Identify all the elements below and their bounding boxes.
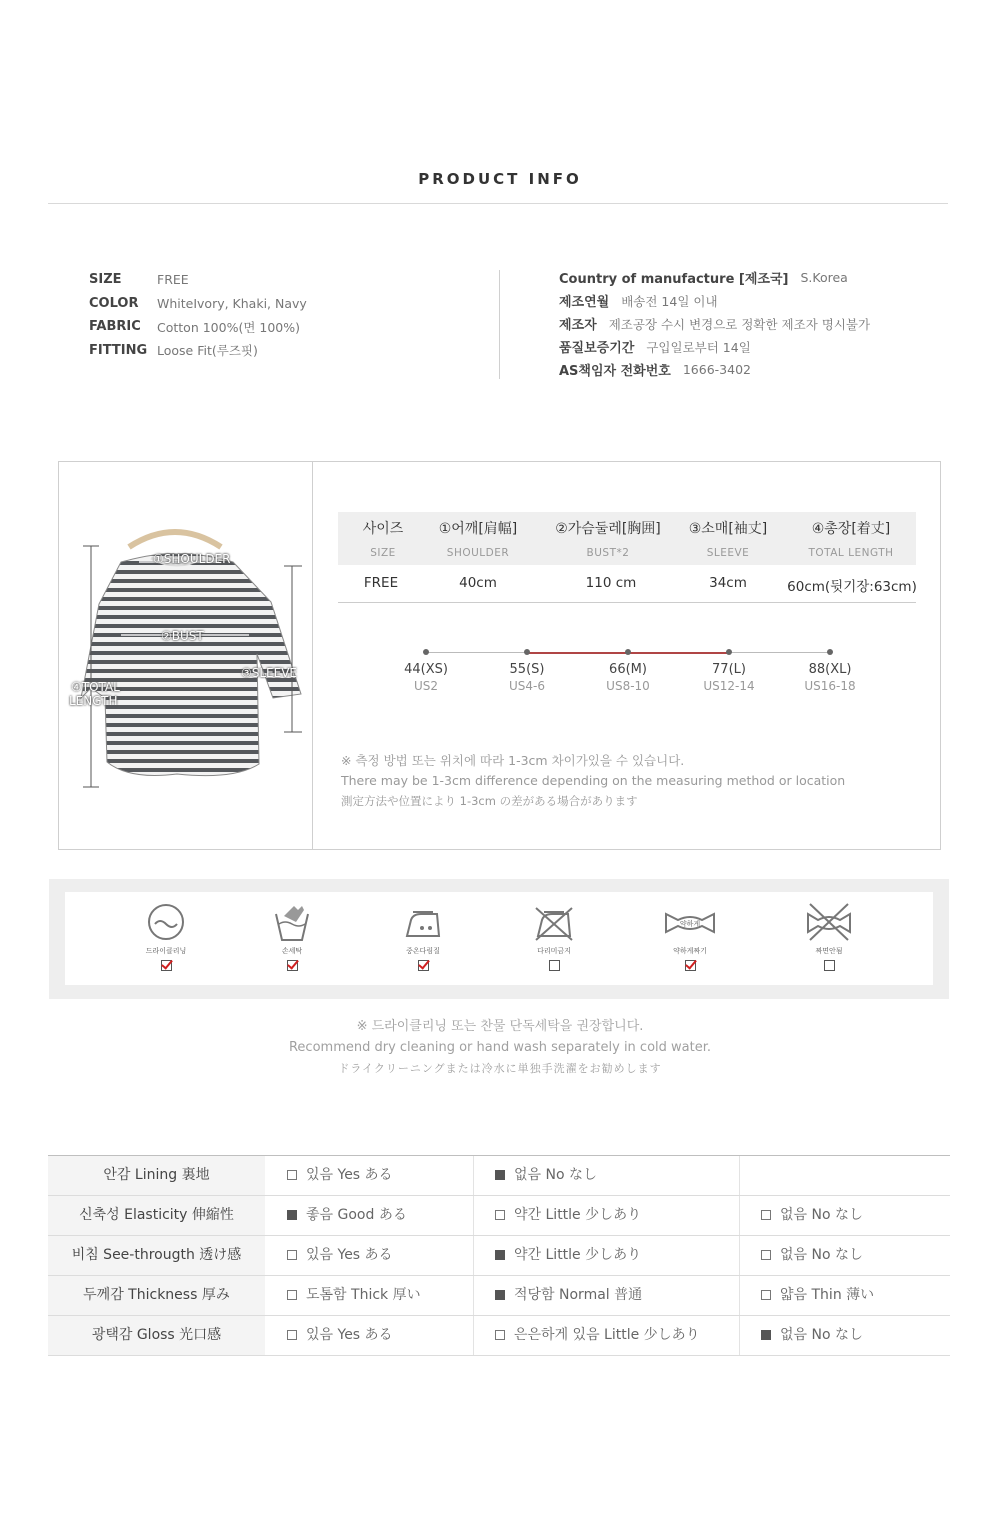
care-checkbox[interactable]: [685, 960, 696, 971]
property-name: 두께감 Thickness 厚み: [48, 1276, 265, 1315]
header-ko: 사이즈: [362, 521, 404, 537]
property-option[interactable]: [739, 1316, 863, 1355]
checkbox[interactable]: [761, 1330, 771, 1340]
checkbox[interactable]: [287, 1290, 297, 1300]
info-value: 배송전 14일 이내: [621, 293, 718, 309]
cell-size: FREE: [363, 575, 399, 591]
bust-label: ②BUST: [161, 629, 204, 643]
basic-info: [89, 268, 307, 362]
property-option[interactable]: [473, 1316, 700, 1355]
care-checkbox[interactable]: [824, 960, 835, 971]
scale-dot: [827, 649, 833, 655]
checkbox[interactable]: [495, 1330, 505, 1340]
info-row-fabric: [89, 315, 307, 339]
property-option[interactable]: [265, 1236, 393, 1275]
size-box-divider: [312, 462, 313, 849]
size-scale: [338, 642, 916, 702]
property-option[interactable]: [473, 1156, 597, 1195]
care-label: 드라이클리닝: [145, 947, 187, 955]
info-row-country: [559, 266, 870, 289]
scale-kr: 44(XS): [404, 662, 448, 677]
care-label: 손세탁: [281, 947, 303, 955]
checkbox[interactable]: [495, 1290, 505, 1300]
info-row-fitting: [89, 339, 307, 363]
no-wring-icon: [804, 902, 854, 942]
scale-kr: 66(M): [609, 662, 647, 677]
header-shoulder: [428, 512, 528, 559]
checkbox[interactable]: [495, 1170, 505, 1180]
care-item-wring-gently: [650, 902, 730, 971]
scale-dot: [726, 649, 732, 655]
header-en: TOTAL LENGTH: [808, 547, 894, 559]
note-en: There may be 1-3cm difference depending on the measuring method or location: [341, 773, 846, 788]
checkbox[interactable]: [761, 1290, 771, 1300]
wring-icon-text: 약하게: [679, 920, 701, 928]
info-row-warranty: [559, 335, 870, 358]
dry-clean-icon: [146, 902, 186, 942]
header-ko: ③소매[袖丈]: [688, 521, 768, 537]
note-ko: ※ 측정 방법 또는 위치에 따라 1-3cm 차이가있을 수 있습니다.: [341, 753, 685, 768]
no-iron-icon: [534, 902, 574, 942]
info-key: 제조자: [559, 318, 597, 333]
scale-kr: 88(XL): [808, 662, 852, 677]
column-divider: [739, 1156, 740, 1195]
checkbox[interactable]: [495, 1210, 505, 1220]
info-key: Country of manufacture [제조국]: [559, 272, 789, 287]
table-row: [48, 1196, 950, 1236]
info-value: WhiteIvory, Khaki, Navy: [157, 295, 307, 311]
scale-us: US8-10: [606, 679, 650, 693]
checkbox[interactable]: [761, 1250, 771, 1260]
info-value: Cotton 100%(면 100%): [157, 319, 300, 335]
care-note-ko: ※ 드라이클리닝 또는 찬물 단독세탁을 권장합니다.: [356, 1019, 644, 1034]
scale-label: [487, 662, 567, 693]
header-en: SLEEVE: [706, 547, 750, 559]
care-checkbox[interactable]: [549, 960, 560, 971]
option-label: 약간 Little 少しあり: [514, 1247, 642, 1263]
property-option[interactable]: [265, 1316, 393, 1355]
cell-total: 60cm(뒷기장:63cm): [787, 579, 917, 595]
header-en: SHOULDER: [446, 547, 510, 559]
property-option[interactable]: [739, 1236, 863, 1275]
garment-diagram: [59, 462, 312, 849]
scale-dot: [625, 649, 631, 655]
care-item-no-iron: [514, 902, 594, 971]
scale-label: [689, 662, 769, 693]
care-item-iron: [383, 902, 463, 971]
info-key: FITTING: [89, 342, 148, 358]
info-value: 구입일로부터 14일: [646, 339, 751, 355]
option-label: 도톰함 Thick 厚い: [306, 1287, 421, 1303]
scale-us: US16-18: [804, 679, 856, 693]
scale-kr: 55(S): [509, 662, 545, 677]
property-name: 비침 See-througth 透け感: [48, 1236, 265, 1275]
header-en: BUST*2: [586, 547, 630, 559]
title-divider: [48, 203, 948, 204]
info-value: 1666-3402: [682, 362, 751, 377]
care-item-dry-clean: [126, 902, 206, 971]
info-key: 제조연월: [559, 295, 610, 310]
property-option[interactable]: [473, 1196, 641, 1235]
checkbox[interactable]: [287, 1330, 297, 1340]
checkbox[interactable]: [287, 1250, 297, 1260]
property-option[interactable]: [265, 1196, 407, 1235]
shirt-image: [59, 462, 312, 849]
option-label: 없음 No なし: [780, 1207, 863, 1223]
property-option[interactable]: [265, 1156, 393, 1195]
scale-label: [386, 662, 466, 693]
option-label: 있음 Yes ある: [306, 1167, 393, 1183]
property-option[interactable]: [739, 1276, 874, 1315]
option-label: 약간 Little 少しあり: [514, 1207, 642, 1223]
property-name: 광택감 Gloss 光口感: [48, 1316, 265, 1355]
care-label: 중온다림질: [406, 947, 440, 955]
care-note: [0, 1016, 1000, 1079]
property-option[interactable]: [473, 1276, 642, 1315]
option-label: 은은하게 있음 Little 少しあり: [514, 1327, 700, 1343]
cell-sleeve: 34cm: [709, 575, 747, 591]
info-value: 제조공장 수시 변경으로 정확한 제조자 명시불가: [608, 316, 871, 332]
care-checkbox[interactable]: [161, 960, 172, 971]
info-row-maker: [559, 312, 870, 335]
table-row: [338, 565, 916, 603]
info-value: S.Korea: [800, 270, 848, 285]
option-label: 있음 Yes ある: [306, 1327, 393, 1343]
checkbox[interactable]: [287, 1210, 297, 1220]
option-label: 좋음 Good ある: [306, 1207, 407, 1223]
scale-label: [588, 662, 668, 693]
care-item-no-wring: [789, 902, 869, 971]
option-label: 얇음 Thin 薄い: [780, 1287, 875, 1303]
header-total: [786, 512, 916, 559]
shoulder-label: ①SHOULDER: [153, 552, 231, 566]
page-title: PRODUCT INFO: [418, 170, 582, 188]
size-guide: [58, 461, 941, 850]
scale-kr: 77(L): [712, 662, 746, 677]
property-name: 신축성 Elasticity 伸縮性: [48, 1196, 265, 1235]
header-ko: ①어깨[肩幅]: [438, 521, 518, 537]
info-key: FABRIC: [89, 319, 141, 335]
info-key: COLOR: [89, 295, 139, 311]
manufacture-info: [559, 266, 870, 381]
info-key: AS책임자 전화번호: [559, 364, 671, 379]
header-size: [338, 512, 428, 559]
property-option[interactable]: [473, 1236, 641, 1275]
option-label: 없음 No なし: [780, 1247, 863, 1263]
table-row: [48, 1316, 950, 1356]
info-divider: [499, 270, 500, 379]
total-length-label-2: LENGTH: [69, 694, 118, 708]
checkbox[interactable]: [761, 1210, 771, 1220]
header-bust: [538, 512, 678, 559]
header-ko: ②가슴둘레[胸囲]: [555, 521, 661, 537]
info-row-size: [89, 268, 307, 292]
table-row: [48, 1276, 950, 1316]
measure-note: [341, 751, 845, 811]
table-row: [48, 1156, 950, 1196]
wring-gently-icon: [662, 902, 718, 942]
option-label: 적당함 Normal 普通: [514, 1287, 643, 1303]
checkbox[interactable]: [495, 1250, 505, 1260]
info-row-date: [559, 289, 870, 312]
info-value: FREE: [157, 272, 189, 288]
cell-bust: 110 cm: [585, 575, 637, 591]
total-length-label: ④TOTAL: [71, 680, 120, 694]
scale-us: US12-14: [703, 679, 755, 693]
care-note-ja: ドライクリーニングまたは冷水に単独手洗濯をお勧めします: [338, 1062, 662, 1075]
iron-medium-icon: [403, 902, 443, 942]
care-label: 약하게짜기: [673, 947, 707, 955]
property-option[interactable]: [265, 1276, 421, 1315]
scale-us: US4-6: [509, 679, 545, 693]
option-label: 없음 No なし: [514, 1167, 597, 1183]
info-key: 품질보증기간: [559, 341, 635, 356]
header-sleeve: [673, 512, 783, 559]
care-label: 다리미금지: [537, 947, 571, 955]
header-ko: ④총장[着丈]: [811, 521, 891, 537]
option-label: 있음 Yes ある: [306, 1247, 393, 1263]
note-ja: 測定方法や位置により 1-3cm の差がある場合があります: [341, 794, 638, 808]
option-label: 없음 No なし: [780, 1327, 863, 1343]
care-item-hand-wash: [252, 902, 332, 971]
care-note-en: Recommend dry cleaning or hand wash separately in cold water.: [288, 1040, 711, 1055]
care-label: 짜면안됨: [815, 947, 843, 955]
hand-wash-icon: [272, 902, 312, 942]
care-panel: [49, 879, 949, 999]
property-option[interactable]: [739, 1196, 863, 1235]
care-checkbox[interactable]: [287, 960, 298, 971]
info-value: Loose Fit(루즈핏): [157, 343, 258, 359]
care-icons: [65, 892, 933, 985]
size-table-header: [338, 512, 916, 565]
care-checkbox[interactable]: [418, 960, 429, 971]
scale-dot: [423, 649, 429, 655]
fabric-properties: [48, 1155, 950, 1356]
header-en: SIZE: [370, 547, 396, 559]
scale-label: [790, 662, 870, 693]
cell-shoulder: 40cm: [459, 575, 497, 591]
sleeve-label: ③SLEEVE: [241, 666, 298, 680]
property-name: 안감 Lining 裏地: [48, 1156, 265, 1195]
size-table: [338, 512, 916, 603]
info-key: SIZE: [89, 272, 122, 288]
scale-us: US2: [413, 679, 439, 693]
info-row-phone: [559, 358, 870, 381]
table-row: [48, 1236, 950, 1276]
checkbox[interactable]: [287, 1170, 297, 1180]
scale-dot: [524, 649, 530, 655]
info-row-color: [89, 292, 307, 316]
